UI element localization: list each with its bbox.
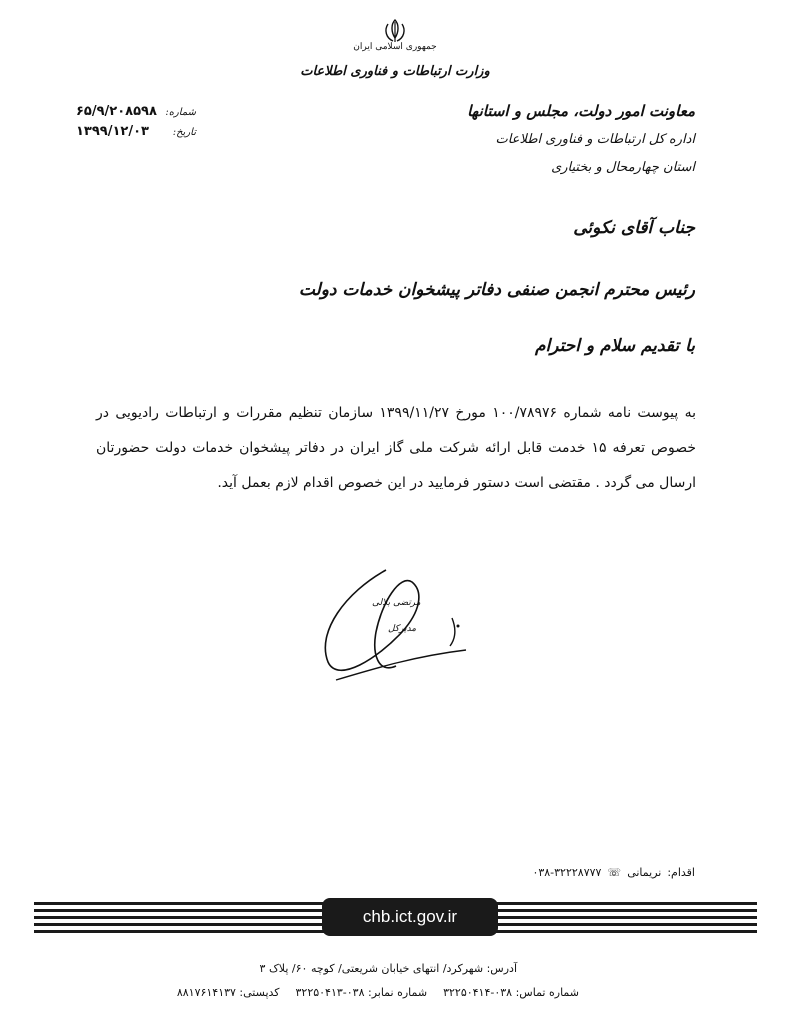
footer-bar xyxy=(34,898,757,936)
footer-address: آدرس: شهرکرد/ انتهای خیابان شریعتی/ کوچه ۶۰/ پلاک ۳ xyxy=(259,962,517,975)
footer-contacts xyxy=(177,986,579,999)
letter-body: به پیوست نامه شماره ۱۰۰/۷۸۹۷۶ مورخ ۱۳۹۹/۱۱/۲۷ سازمان تنظیم مقررات و ارتباطات رادیویی در خصوص تعرفه ۱۵ خدمت قابل ارائه شرکت ملی گاز ایران در دفاتر پیشخوان خدمات دولت حضورتان ارسال می گردد . مقتضی است دستور فرمایید در این خصوص اقدام لازم بعمل آید. xyxy=(96,405,696,491)
recipient-title: رئیس محترم انجمن صنفی دفاتر پیشخوان خدمات دولت xyxy=(298,280,695,300)
greeting: با تقدیم سلام و احترام xyxy=(535,336,695,356)
letter-number: ۶۵/۹/۲۰۸۵۹۸ xyxy=(76,104,157,119)
footer-phone: شماره تماس: ۰۳۸-۳۲۲۵۰۴۱۴ xyxy=(443,986,579,999)
ministry-name: وزارت ارتباطات و فناوری اطلاعات xyxy=(300,64,490,79)
government-name: جمهوری اسلامی ایران xyxy=(353,42,437,52)
recipient-name: جناب آقای نکوئی xyxy=(573,218,695,238)
signatory-title: مدیرکل xyxy=(388,624,417,634)
letter-number-label: شماره: xyxy=(165,107,196,118)
letter-date-label: تاریخ: xyxy=(172,127,196,138)
action-line xyxy=(532,866,695,879)
action-person: نریمانی xyxy=(627,866,662,879)
website-link[interactable]: chb.ict.gov.ir xyxy=(322,898,498,936)
footer-postal-code: کدپستی: ۸۸۱۷۶۱۴۱۳۷ xyxy=(176,986,280,999)
signatory-name: مرتضی بلالی xyxy=(372,598,421,608)
iran-emblem-icon xyxy=(380,18,410,44)
department-line-3: استان چهارمحال و بختیاری xyxy=(551,160,695,175)
department-line-2: اداره کل ارتباطات و فناوری اطلاعات xyxy=(495,132,695,147)
action-phone: ۰۳۸-۳۲۲۲۸۷۷۷ xyxy=(532,866,602,879)
action-label: اقدام: xyxy=(667,866,695,879)
footer-fax: شماره نمابر: ۰۳۸-۳۲۲۵۰۴۱۳ xyxy=(295,986,428,999)
department-line-1: معاونت امور دولت، مجلس و استانها xyxy=(467,102,695,120)
letter-date: ۱۳۹۹/۱۲/۰۳ xyxy=(76,124,149,139)
letter-meta xyxy=(76,104,196,144)
phone-icon: ☏ xyxy=(607,866,622,879)
